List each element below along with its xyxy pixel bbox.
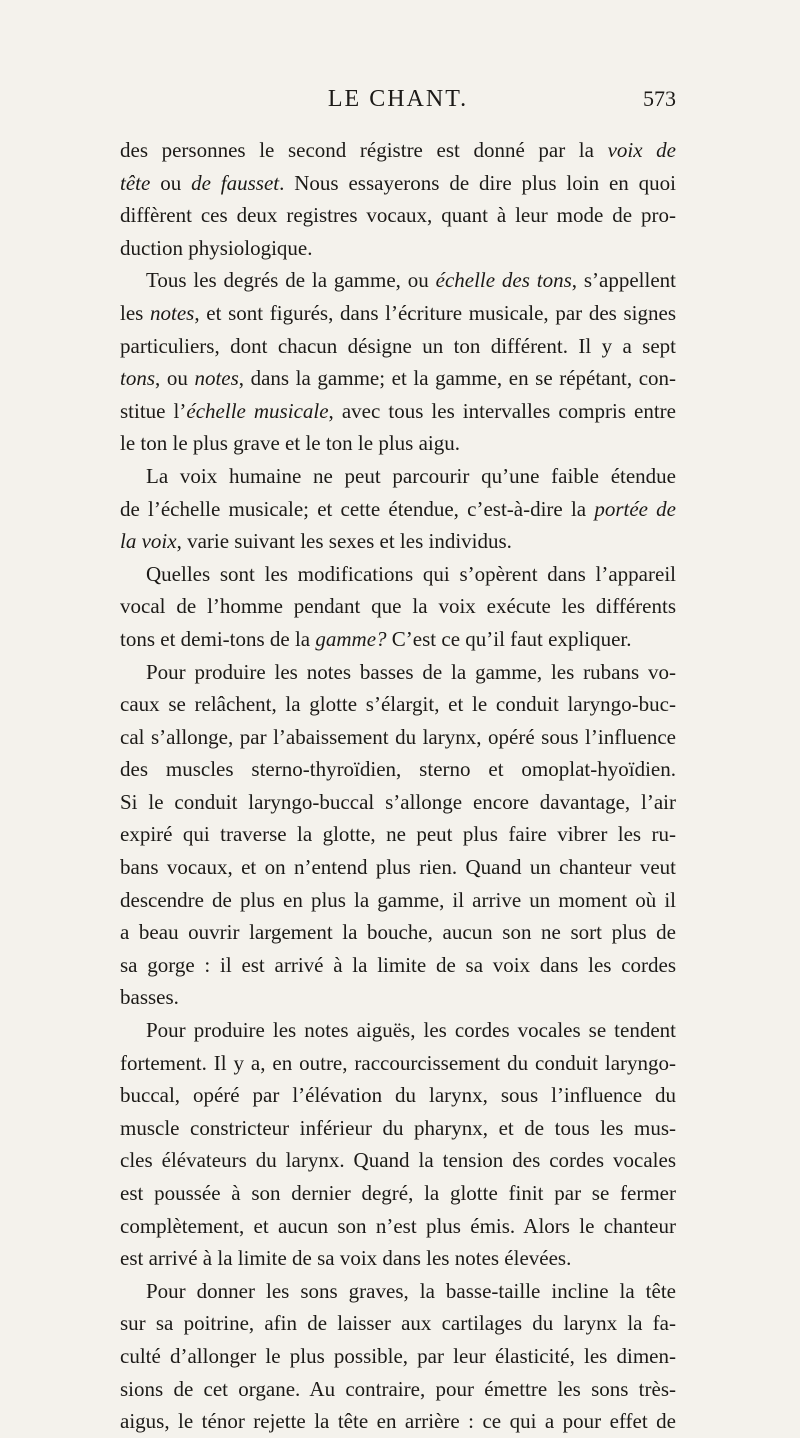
text-line: le ton le plus grave et le ton le plus aigu.: [120, 431, 460, 456]
text-line: est arrivé à la limite de sa voix dans les notes élevées.: [120, 1246, 572, 1271]
text-line: a beau ouvrir largement la bouche, aucun son ne sort plus de: [120, 920, 676, 945]
text-line: complètement, et aucun son n’est plus émis. Alors le chanteur: [120, 1213, 676, 1238]
text-line: vocal de l’homme pendant que la voix exécute les différents: [120, 594, 676, 619]
running-title: LE CHANT.: [327, 86, 469, 112]
text-line: caux se relâchent, la glotte s’élargit, et le conduit laryngo-buc-: [120, 692, 676, 717]
text-line: bans vocaux, et on n’entend plus rien. Quand un chanteur veut: [120, 855, 676, 880]
text-line: les notes, et sont figurés, dans l’écriture musicale, par des signes: [120, 300, 676, 325]
text-line: Tous les degrés de la gamme, ou échelle des tons, s’appellent: [146, 268, 676, 293]
running-head: [120, 84, 676, 114]
text-line: Si le conduit laryngo-buccal s’allonge encore davantage, l’air: [120, 789, 676, 814]
text-line: diffèrent ces deux registres vocaux, quant à leur mode de pro-: [120, 203, 676, 228]
text-line: Pour donner les sons graves, la basse-taille incline la tête: [146, 1278, 676, 1303]
text-line: sions de cet organe. Au contraire, pour émettre les sons très-: [120, 1376, 676, 1401]
text-line: culté d’allonger le plus possible, par leur élasticité, les dimen-: [120, 1343, 676, 1368]
text-line: basses.: [120, 985, 179, 1010]
text-line: tons et demi-tons de la gamme? C’est ce qu’il faut expliquer.: [120, 626, 632, 651]
text-line: tête ou de fausset. Nous essayerons de dire plus loin en quoi: [120, 170, 677, 195]
text-line: cles élévateurs du larynx. Quand la tension des cordes vocales: [120, 1148, 676, 1173]
text-line: sa gorge : il est arrivé à la limite de sa voix dans les cordes: [120, 952, 676, 977]
text-line: sur sa poitrine, afin de laisser aux cartilages du larynx la fa-: [120, 1311, 676, 1336]
text-line: buccal, opéré par l’élévation du larynx, sous l’influence du: [120, 1083, 676, 1108]
text-line: tons, ou notes, dans la gamme; et la gamme, en se répétant, con-: [120, 366, 677, 391]
text-line: particuliers, dont chacun désigne un ton différent. Il y a sept: [120, 333, 676, 358]
text-line: de l’échelle musicale; et cette étendue, c’est-à-dire la portée de: [120, 496, 676, 521]
text-line: aigus, le ténor rejette la tête en arrière : ce qui a pour effet de: [120, 1409, 676, 1434]
text-line: muscle constricteur inférieur du pharynx, et de tous les mus-: [120, 1115, 676, 1140]
text-line: La voix humaine ne peut parcourir qu’une faible étendue: [146, 463, 676, 488]
body-text: [120, 134, 676, 1438]
text-line: la voix, varie suivant les sexes et les individus.: [120, 529, 512, 554]
text-line: des muscles sterno-thyroïdien, sterno et omoplat-hyoïdien.: [120, 757, 676, 782]
text-line: expiré qui traverse la glotte, ne peut plus faire vibrer les ru-: [120, 822, 676, 847]
text-line: duction physiologique.: [120, 235, 313, 260]
text-line: stitue l’échelle musicale, avec tous les intervalles compris entre: [120, 398, 677, 423]
text-line: des personnes le second régistre est donné par la voix de: [120, 138, 677, 162]
text-line: est poussée à son dernier degré, la glotte finit par se fermer: [120, 1181, 676, 1205]
page-number: 573: [643, 86, 676, 111]
text-line: fortement. Il y a, en outre, raccourcissement du conduit laryngo-: [120, 1050, 676, 1075]
text-line: Pour produire les notes aiguës, les cordes vocales se tendent: [146, 1018, 676, 1043]
text-line: Pour produire les notes basses de la gamme, les rubans vo-: [146, 659, 676, 684]
text-line: descendre de plus en plus la gamme, il arrive un moment où il: [120, 887, 676, 912]
text-line: cal s’allonge, par l’abaissement du larynx, opéré sous l’influence: [120, 724, 676, 749]
text-line: Quelles sont les modifications qui s’opèrent dans l’appareil: [146, 561, 676, 586]
